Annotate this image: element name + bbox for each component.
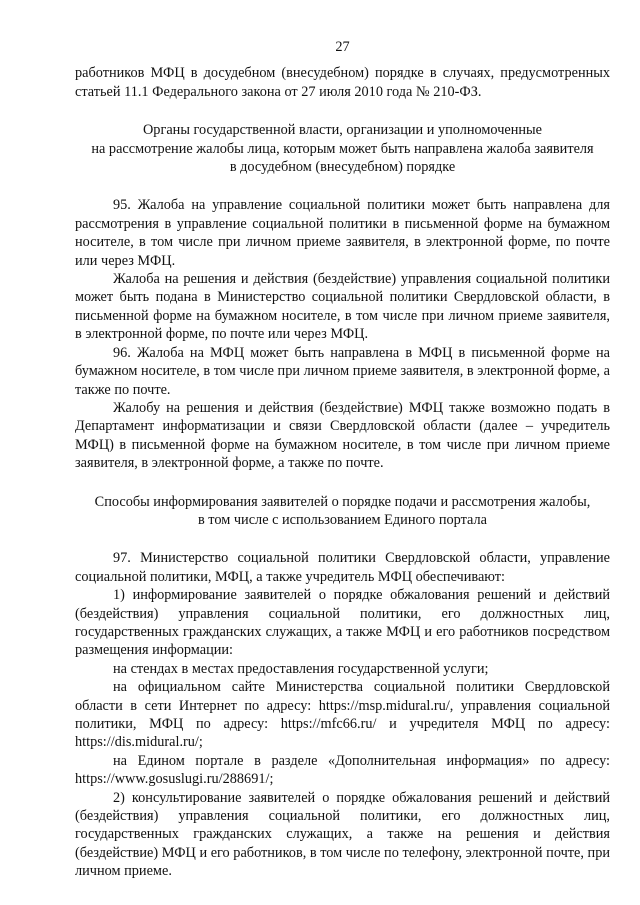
heading-line: в том числе с использованием Единого портала [197,511,488,528]
paragraph: 95. Жалоба на управление социальной политики может быть направлена для рассмотрения в управление социальной политики в письменной форме на бумажном носителе, в том числе при личном приеме заявителя, в электронной форме, по почте или через МФЦ. [75,197,610,269]
heading-line: на рассмотрение жалобы лица, которым может быть направлена жалоба заявителя [91,140,594,157]
paragraph: Жалобу на решения и действия (бездействие) МФЦ также возможно подать в Департамент информатизации и связи Свердловской области (далее – учредитель МФЦ) в письменной форме на бумажном носителе, в том числе при личном приеме заявителя, в электронной форме, а также по почте. [75,399,610,472]
paragraph: 2) консультирование заявителей о порядке обжалования решений и действий (бездействия) управления социальной политики, его должностных лиц, государственных гражданских служащих, а также на решения и действия (бездействие) МФЦ и его работников, в том числе по телефону, электронной почте, при личном приеме. [75,789,610,880]
spacer [75,473,610,493]
heading-line: Органы государственной власти, организации и уполномоченные [142,122,542,139]
heading-line: в досудебном (внесудебном) порядке [229,159,456,176]
paragraph: Жалоба на решения и действия (бездействие) управления социальной политики может быть подана в Министерство социальной политики Свердловской области, в письменной форме на бумажном носителе, в том числе при личном приеме заявителя, в электронной форме, по почте или через МФЦ. [75,271,610,343]
page-number: 27 [335,39,350,55]
section-heading [75,121,610,176]
heading-line: Способы информирования заявителей о порядке подачи и рассмотрения жалобы, [94,493,591,510]
spacer [75,101,610,121]
spacer [75,176,610,196]
paragraph: на стендах в местах предоставления государственной услуги; [113,660,489,677]
section-heading [75,493,610,530]
paragraph: на официальном сайте Министерства социальной политики Свердловской области в сети Интернет по адресу: https://msp.midural.ru/, управления социальной политики, МФЦ по адресу: https://mfc66.ru/ и учредителя МФЦ по адресу: https://dis.midural.ru/; [75,679,610,751]
paragraph: 96. Жалоба на МФЦ может быть направлена в МФЦ в письменной форме на бумажном носителе, в том числе при личном приеме заявителя, в электронной форме, а также по почте. [75,344,610,398]
paragraph: работников МФЦ в досудебном (внесудебном) порядке в случаях, предусмотренных статьей 11.1 Федерального закона от 27 июля 2010 года № 210-ФЗ. [75,65,610,100]
spacer [75,529,610,549]
document-body [75,64,610,880]
document-page [75,38,610,881]
paragraph: 1) информирование заявителей о порядке обжалования решений и действий (бездействия) управления социальной политики, его должностных лиц, государственных гражданских служащих, а также МФЦ и его работников посредством размещения информации: [75,587,610,659]
paragraph: на Едином портале в разделе «Дополнительная информация» по адресу: https://www.gosuslugi.ru/288691/; [75,752,610,788]
paragraph: 97. Министерство социальной политики Свердловской области, управление социальной политики, МФЦ, а также учредитель МФЦ обеспечивают: [75,550,610,585]
